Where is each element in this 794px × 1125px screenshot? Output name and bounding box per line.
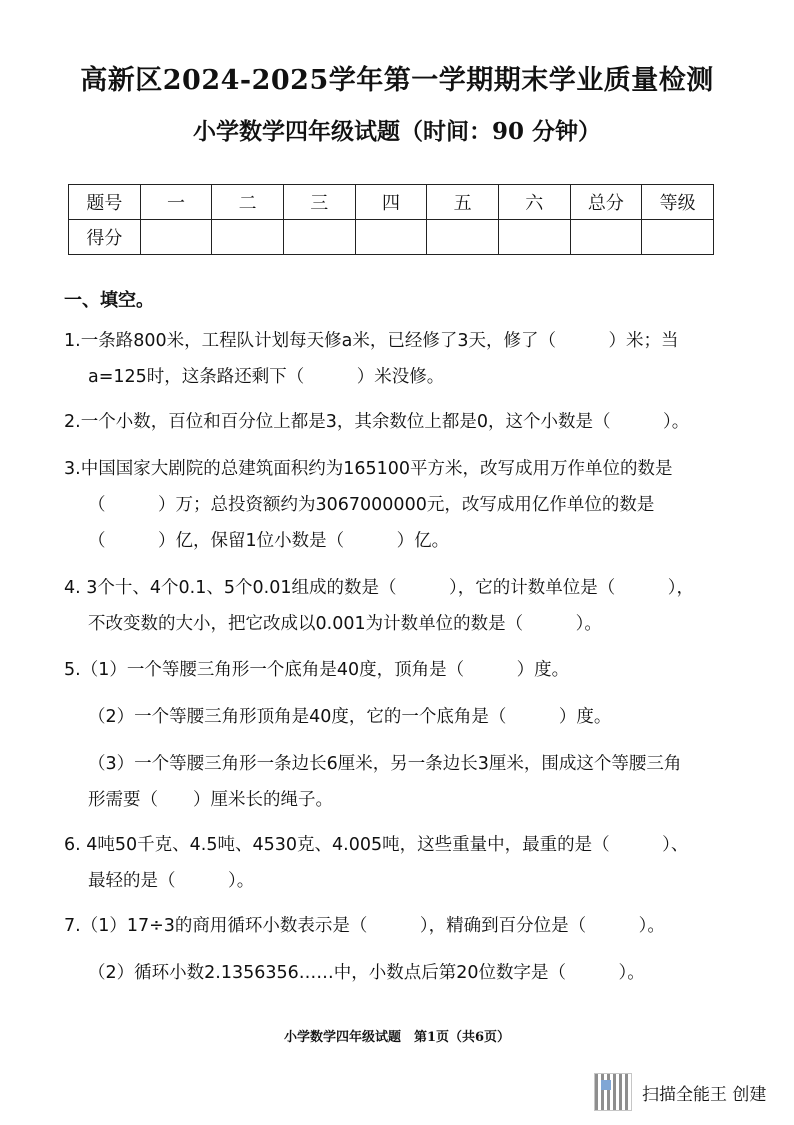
score-cell-grade: 等级 — [642, 185, 714, 220]
question-line: 2.一个小数，百位和百分位上都是3，其余数位上都是0，这个小数是（ ）。 — [64, 412, 690, 432]
score-cell-2: 二 — [212, 185, 284, 220]
score-cell-3: 三 — [283, 185, 355, 220]
question-line: 4. 3个十、4个0.1、5个0.01组成的数是（ ），它的计数单位是（ ）， — [64, 578, 694, 598]
question-7-1 — [64, 908, 734, 944]
question-line: （2）一个等腰三角形顶角是40度，它的一个底角是（ ）度。 — [88, 707, 612, 727]
scanner-watermark — [594, 1074, 766, 1110]
score-cell-label: 题号 — [69, 185, 141, 220]
question-5-2 — [64, 699, 734, 735]
question-line: 5.（1）一个等腰三角形一个底角是40度，顶角是（ ）度。 — [64, 660, 570, 680]
question-3 — [64, 451, 734, 559]
score-cell-1: 一 — [140, 185, 212, 220]
scanner-label: 扫描全能王 创建 — [642, 1084, 767, 1105]
score-blank — [283, 220, 355, 255]
score-cell-4: 四 — [355, 185, 427, 220]
question-7-2 — [64, 955, 734, 991]
question-line: （3）一个等腰三角形一条边长6厘米，另一条边长3厘米，围成这个等腰三角 — [88, 754, 682, 774]
question-4 — [64, 570, 734, 642]
exam-title: 高新区2024-2025学年第一学期期末学业质量检测 — [80, 65, 714, 96]
question-line: 7.（1）17÷3的商用循环小数表示是（ ），精确到百分位是（ ）。 — [64, 916, 665, 936]
question-line: 1.一条路800米，工程队计划每天修a米，已经修了3天，修了（ ）米；当 — [64, 331, 679, 351]
score-cell-5: 五 — [427, 185, 499, 220]
question-line: 形需要（ ）厘米长的绳子。 — [88, 790, 333, 810]
score-row-label: 得分 — [69, 220, 141, 255]
question-5-1 — [64, 652, 734, 688]
score-blank — [427, 220, 499, 255]
qr-code-icon — [594, 1073, 632, 1111]
score-cell-6: 六 — [498, 185, 570, 220]
question-6 — [64, 827, 734, 899]
question-line: （2）循环小数2.1356356……中，小数点后第20位数字是（ ）。 — [88, 963, 645, 983]
question-1 — [64, 323, 734, 395]
question-line: 6. 4吨50千克、4.5吨、4530克、4.005吨，这些重量中，最重的是（ ）、 — [64, 835, 689, 855]
section-title: 一、填空。 — [64, 290, 154, 311]
question-line: （ ）万；总投资额约为3067000000元，改写成用亿作单位的数是 — [88, 495, 655, 515]
question-line: 不改变数的大小，把它改成以0.001为计数单位的数是（ ）。 — [88, 614, 602, 634]
question-2 — [64, 404, 734, 440]
score-blank — [212, 220, 284, 255]
score-blank — [355, 220, 427, 255]
score-blank — [570, 220, 642, 255]
score-cell-total: 总分 — [570, 185, 642, 220]
question-line: a=125时，这条路还剩下（ ）米没修。 — [88, 367, 445, 387]
score-blank — [642, 220, 714, 255]
score-table-header-row — [69, 185, 714, 220]
question-line: 最轻的是（ ）。 — [88, 871, 255, 891]
score-blank — [498, 220, 570, 255]
question-line: （ ）亿，保留1位小数是（ ）亿。 — [88, 531, 450, 551]
score-blank — [140, 220, 212, 255]
question-5-3 — [64, 746, 734, 818]
question-line: 3.中国国家大剧院的总建筑面积约为165100平方米，改写成用万作单位的数是 — [64, 459, 673, 479]
exam-subtitle: 小学数学四年级试题（时间：90 分钟） — [192, 118, 601, 145]
score-table — [68, 184, 714, 255]
page-footer: 小学数学四年级试题 第1页（共6页） — [283, 1030, 511, 1045]
score-table-score-row — [69, 220, 714, 255]
